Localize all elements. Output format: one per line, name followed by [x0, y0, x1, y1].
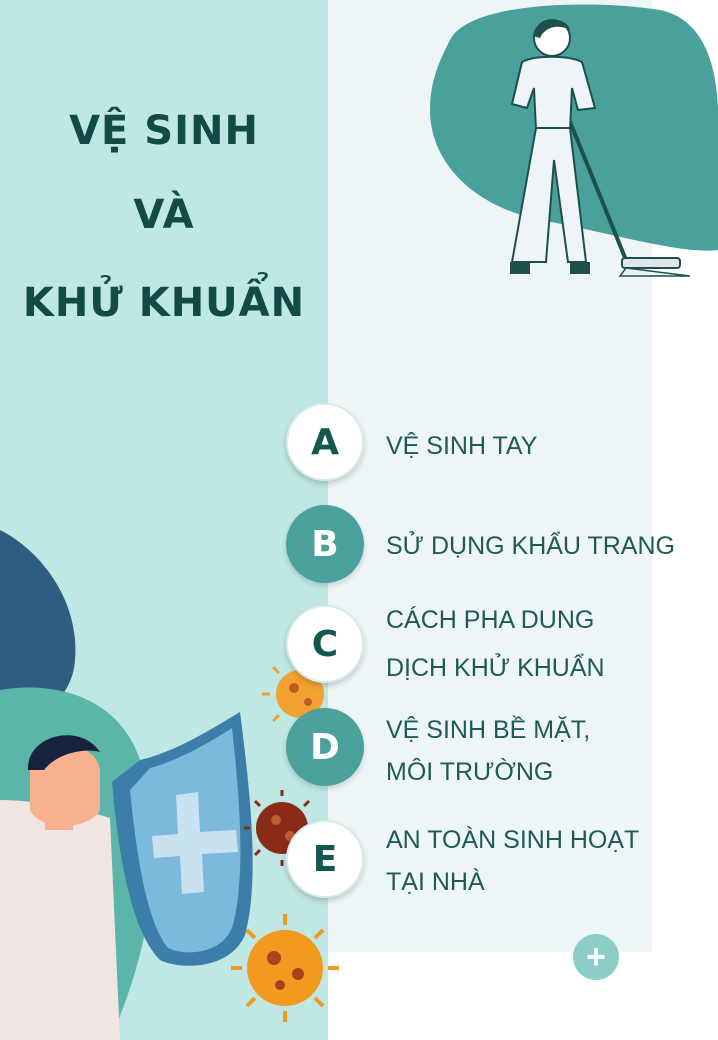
plus-icon[interactable]: +	[573, 934, 619, 980]
option-a-circle[interactable]: A	[286, 403, 364, 481]
option-c-circle[interactable]: C	[286, 605, 364, 683]
title-line-1: VỆ SINH	[69, 108, 259, 154]
option-d-circle[interactable]: D	[286, 708, 364, 786]
option-b-label[interactable]: SỬ DỤNG KHẨU TRANG	[386, 532, 675, 560]
option-d-label-2[interactable]: MÔI TRƯỜNG	[386, 758, 554, 786]
option-e-label-1[interactable]: AN TOÀN SINH HOẠT	[386, 826, 640, 854]
virus-icon	[231, 914, 339, 1022]
option-e-circle[interactable]: E	[286, 820, 364, 898]
option-a-label[interactable]: VỆ SINH TAY	[386, 432, 538, 460]
cleaner-illustration	[420, 0, 718, 300]
protection-illustration	[0, 520, 340, 1040]
title-line-2: VÀ	[133, 192, 195, 238]
option-c-label-1[interactable]: CÁCH PHA DUNG	[386, 606, 595, 634]
option-d-label-1[interactable]: VỆ SINH BỀ MẶT,	[386, 716, 591, 744]
option-b-circle[interactable]: B	[286, 505, 364, 583]
title-line-3: KHỬ KHUẨN	[22, 280, 306, 326]
option-c-label-2[interactable]: DỊCH KHỬ KHUẨN	[386, 654, 605, 682]
option-e-label-2[interactable]: TẠI NHÀ	[386, 868, 485, 896]
